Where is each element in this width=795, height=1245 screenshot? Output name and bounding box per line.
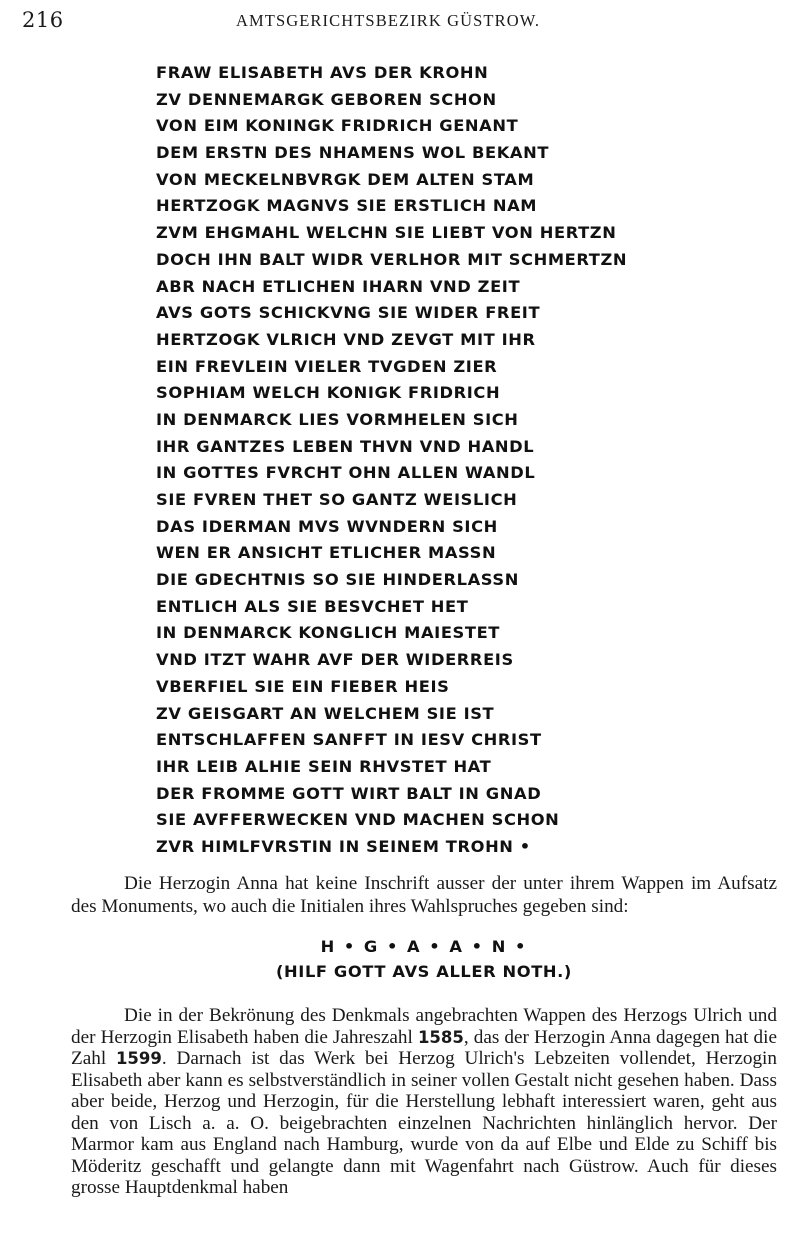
verse-line: ZVM EHGMAHL WELCHN SIE LIEBT VON HERTZN — [156, 223, 617, 243]
page-header — [22, 8, 765, 38]
verse-line: IN DENMARCK LIES VORMHELEN SICH — [156, 409, 519, 429]
verse-line: IN DENMARCK KONGLICH MAIESTET — [156, 623, 501, 643]
verse-line: FRAW ELISABETH AVS DER KROHN — [156, 63, 489, 82]
verse-line: VON MECKELNBVRGK DEM ALTEN STAM — [156, 169, 535, 189]
year-number: 1599 — [115, 1049, 162, 1068]
motto-initials: H • G • A • A • N • — [320, 937, 528, 956]
paragraph-herzogin-anna: Die Herzogin Anna hat keine Inschrift ausser der unter ihrem Wappen im Aufsatz des Monuments, wo auch die Initialen ihres Wahlspruches gegeben sind: — [71, 873, 777, 917]
verse-line: EIN FREVLEIN VIELER TVGDEN ZIER — [156, 356, 498, 376]
verse-line: HERTZOGK VLRICH VND ZEVGT MIT IHR — [156, 329, 536, 349]
motto-text: (HILF GOTT AVS ALLER NOTH.) — [276, 962, 572, 981]
verse-line: HERTZOGK MAGNVS SIE ERSTLICH NAM — [156, 196, 538, 216]
paragraph-dating — [71, 1005, 777, 1199]
paragraph-text: , das der Herzogin Anna dagegen hat die Zahl — [71, 1026, 777, 1069]
verse-line: ZVR HIMLFVRSTIN IN SEINEM TROHN • — [156, 836, 531, 856]
verse-line: DEM ERSTN DES NHAMENS WOL BEKANT — [156, 143, 550, 163]
verse-line: SIE FVREN THET SO GANTZ WEISLICH — [156, 490, 518, 509]
verse-line: SIE AVFFERWECKEN VND MACHEN SCHON — [156, 810, 560, 830]
verse-line: DER FROMME GOTT WIRT BALT IN GNAD — [156, 783, 542, 803]
running-title: AMTSGERICHTSBEZIRK GÜSTROW. — [236, 11, 541, 30]
verse-line: IN GOTTES FVRCHT OHN ALLEN WANDL — [156, 463, 536, 483]
verse-line: VON EIM KONINGK FRIDRICH GENANT — [156, 116, 519, 136]
paragraph-text: Die in der Bekrönung des Denkmals angebrachten Wappen des Herzogs Ulrich und der Herzogin Elisabeth haben die Jahreszahl — [71, 1005, 777, 1048]
verse-line: ENTLICH ALS SIE BESVCHET HET — [156, 596, 469, 616]
verse-line: VBERFIEL SIE EIN FIEBER HEIS — [156, 676, 450, 696]
inscription-verse — [156, 60, 716, 861]
year-number: 1585 — [417, 1027, 464, 1047]
verse-line: ABR NACH ETLICHEN IHARN VND ZEIT — [156, 276, 521, 296]
paragraph-text: . Darnach ist das Werk bei Herzog Ulrich's Lebzeiten vollendet, Herzogin Elisabeth aber kann es selbstverständlich in seiner vollen Gestalt nicht gesehen haben. Dass aber beide, Herzog und Herzogin, für die Herstellung lebhaft interessiert waren, geht aus den von Lisch a. a. O. beigebrachten einzelnen Nachrichten hinlänglich hervor. Der Marmor kam aus England nach Hamburg, wurde von da auf Elbe und Elde zu Schiff bis Möderitz geschafft und gelangte dann mit Wagenfahrt nach Güstrow. Auch für dieses grosse Hauptdenkmal haben — [71, 1048, 777, 1198]
verse-line: ZV GEISGART AN WELCHEM SIE IST — [156, 703, 495, 723]
verse-line: DIE GDECHTNIS SO SIE HINDERLASSN — [156, 570, 519, 590]
verse-line: DAS IDERMAN MVS WVNDERN SICH — [156, 516, 498, 536]
verse-line: IHR LEIB ALHIE SEIN RHVSTET HAT — [156, 756, 492, 776]
verse-line: VND ITZT WAHR AVF DER WIDERREIS — [156, 650, 514, 670]
verse-line: DOCH IHN BALT WIDR VERLHOR MIT SCHMERTZN — [156, 249, 628, 269]
verse-line: AVS GOTS SCHICKVNG SIE WIDER FREIT — [156, 303, 541, 323]
verse-line: SOPHIAM WELCH KONIGK FRIDRICH — [156, 383, 501, 403]
page-number: 216 — [22, 8, 64, 32]
verse-line: IHR GANTZES LEBEN THVN VND HANDL — [156, 436, 535, 456]
verse-line: ZV DENNEMARGK GEBOREN SCHON — [156, 89, 497, 109]
verse-line: WEN ER ANSICHT ETLICHER MASSN — [156, 543, 497, 563]
verse-line: ENTSCHLAFFEN SANFFT IN IESV CHRIST — [156, 730, 542, 750]
